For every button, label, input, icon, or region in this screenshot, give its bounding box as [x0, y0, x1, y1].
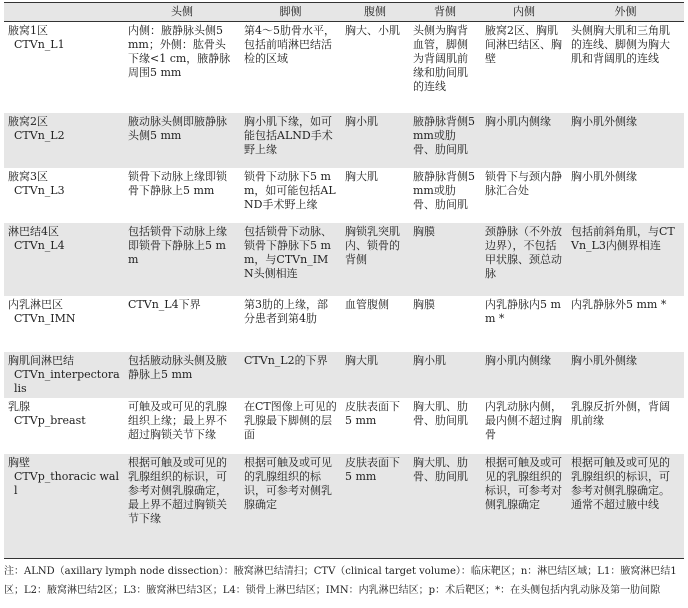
table-cell: 颈静脉（不外放边界），不包括甲状腺、颈总动脉	[481, 223, 567, 296]
table-row	[4, 398, 684, 454]
region-name: 腋窝3区	[8, 169, 48, 183]
table-cell: 内侧：腋静脉头侧5 mm；外侧：肱骨头下缘<1 cm，腋静脉周围5 mm	[124, 22, 240, 113]
table-cell: 腋静脉背侧5 mm或肋骨、肋间肌	[409, 168, 481, 223]
region-name: 胸壁	[8, 455, 30, 469]
table-cell: 胸小肌	[341, 113, 409, 168]
header-cell-medial: 内侧	[481, 3, 567, 22]
header-cell-dorsal: 背侧	[409, 3, 481, 22]
region-ctv: CTVp_thoracic wall	[14, 469, 120, 497]
header-cell-caudal: 脚侧	[240, 3, 341, 22]
table-cell: 根据可触及或可见的乳腺组织的标识，可参考对侧乳腺确定	[240, 454, 341, 559]
table-cell: 锁骨下动脉上缘即锁骨下静脉上5 mm	[124, 168, 240, 223]
table-cell: 胸小肌外侧缘	[567, 168, 684, 223]
table-cell: 胸小肌内侧缘	[481, 352, 567, 398]
region-name: 腋窝1区	[8, 24, 48, 37]
table-cell: 胸小肌内侧缘	[481, 113, 567, 168]
region-ctv: CTVn_IMN	[14, 311, 76, 325]
region-cell	[4, 454, 124, 559]
table-cell: 第3肋的上缘，部分患者到第4肋	[240, 296, 341, 352]
table-cell: 胸大肌	[341, 352, 409, 398]
table-cell: 胸膜	[409, 223, 481, 296]
table-cell: 头侧胸大肌和三角肌的连线、脚侧为胸大肌和背阔肌的连线	[567, 22, 684, 113]
table-cell: 包括前斜角肌，与CTVn_L3内侧界相连	[567, 223, 684, 296]
table-cell: 皮肤表面下5 mm	[341, 454, 409, 559]
header-cell-lateral: 外侧	[567, 3, 684, 22]
table-cell: 乳腺反折外侧，背阔肌前缘	[567, 398, 684, 454]
table-row	[4, 113, 684, 168]
table-cell: 胸膜	[409, 296, 481, 352]
table-row	[4, 296, 684, 352]
region-ctv: CTVp_breast	[14, 413, 86, 427]
region-ctv: CTVn_L4	[14, 238, 65, 252]
region-ctv: CTVn_L3	[14, 183, 65, 197]
table-cell: 可触及或可见的乳腺组织上缘；最上界不超过胸锁关节下缘	[124, 398, 240, 454]
table-cell: 头侧为胸背血管，脚侧为背阔肌前缘和肋间肌的连线	[409, 22, 481, 113]
region-cell	[4, 113, 124, 168]
table-cell: 胸大肌、肋骨、肋间肌	[409, 454, 481, 559]
header-cell-region	[4, 3, 124, 22]
table-cell: 皮肤表面下5 mm	[341, 398, 409, 454]
table-cell: 锁骨下与颈内静脉汇合处	[481, 168, 567, 223]
table-cell: 内乳动脉内侧，最内侧不超过胸骨	[481, 398, 567, 454]
table-cell: 胸锁乳突肌内、锁骨的背侧	[341, 223, 409, 296]
document-page	[4, 2, 684, 600]
table-row	[4, 168, 684, 223]
table-row	[4, 22, 684, 113]
region-cell	[4, 22, 124, 113]
header-row	[4, 3, 684, 22]
table-cell: 包括腋动脉头侧及腋静脉上5 mm	[124, 352, 240, 398]
table-cell: 包括锁骨下动脉、锁骨下静脉下5 mm，与CTVn_IMN头侧相连	[240, 223, 341, 296]
table-cell: 第4～5肋骨水平，包括前哨淋巴结活检的区域	[240, 22, 341, 113]
table-cell: CTVn_L2的下界	[240, 352, 341, 398]
table-row	[4, 454, 684, 559]
table-cell: 根据可触及或可见的乳腺组织的标识，可参考对侧乳腺确定	[481, 454, 567, 559]
table-cell: 在CT图像上可见的乳腺最下脚侧的层面	[240, 398, 341, 454]
table-cell: 胸小肌	[409, 352, 481, 398]
region-cell	[4, 296, 124, 352]
table-cell: 内乳静脉内5 mm *	[481, 296, 567, 352]
table-cell: 胸大、小肌	[341, 22, 409, 113]
table-cell: 锁骨下动脉下5 mm，如可能包括ALND手术野上缘	[240, 168, 341, 223]
table-cell: CTVn_L4下界	[124, 296, 240, 352]
table-cell: 腋窝2区、胸肌间淋巴结区、胸壁	[481, 22, 567, 113]
table-cell: 腋动脉头侧即腋静脉头侧5 mm	[124, 113, 240, 168]
table-row	[4, 223, 684, 296]
table-cell: 血管腹侧	[341, 296, 409, 352]
region-cell	[4, 398, 124, 454]
target-volume-table	[4, 2, 684, 559]
table-row	[4, 352, 684, 398]
table-cell: 胸小肌外侧缘	[567, 113, 684, 168]
region-ctv: CTVn_L2	[14, 128, 65, 142]
region-name: 腋窝2区	[8, 114, 48, 128]
table-cell: 胸小肌下缘，如可能包括ALND手术野上缘	[240, 113, 341, 168]
region-name: 淋巴结4区	[8, 224, 59, 238]
table-cell: 胸大肌、肋骨、肋间肌	[409, 398, 481, 454]
table-cell: 腋静脉背侧5 mm或肋骨、肋间肌	[409, 113, 481, 168]
table-cell: 包括锁骨下动脉上缘即锁骨下静脉上5 mm	[124, 223, 240, 296]
region-cell	[4, 223, 124, 296]
region-ctv: CTVn_interpectoralis	[14, 367, 120, 395]
table-footnote: 注：ALND（axillary lymph node dissection）：腋窝淋巴结清扫；CTV（clinical target volume）：临床靶区；n：淋巴结区域；L1：腋窝淋巴结1区；L2：腋窝淋巴结2区；L3：腋窝淋巴结3区；L4：锁骨上淋巴结区；IMN：内乳淋巴结区；p：术后靶区；*：在头侧包括内乳动脉及第一肋间隙	[4, 566, 677, 596]
table-cell: 根据可触及或可见的乳腺组织的标识，可参考对侧乳腺确定。通常不超过腋中线	[567, 454, 684, 559]
table-cell: 胸大肌	[341, 168, 409, 223]
region-ctv: CTVn_L1	[14, 38, 65, 51]
region-cell	[4, 168, 124, 223]
region-name: 内乳淋巴区	[8, 297, 63, 311]
region-name: 乳腺	[8, 399, 30, 413]
table-cell: 胸小肌外侧缘	[567, 352, 684, 398]
header-cell-cranial: 头侧	[124, 3, 240, 22]
table-cell: 内乳静脉外5 mm *	[567, 296, 684, 352]
region-name: 胸肌间淋巴结	[8, 353, 74, 367]
region-cell	[4, 352, 124, 398]
header-cell-ventral: 腹侧	[341, 3, 409, 22]
table-cell: 根据可触及或可见的乳腺组织的标识，可参考对侧乳腺确定，最上界不超过胸锁关节下缘	[124, 454, 240, 559]
